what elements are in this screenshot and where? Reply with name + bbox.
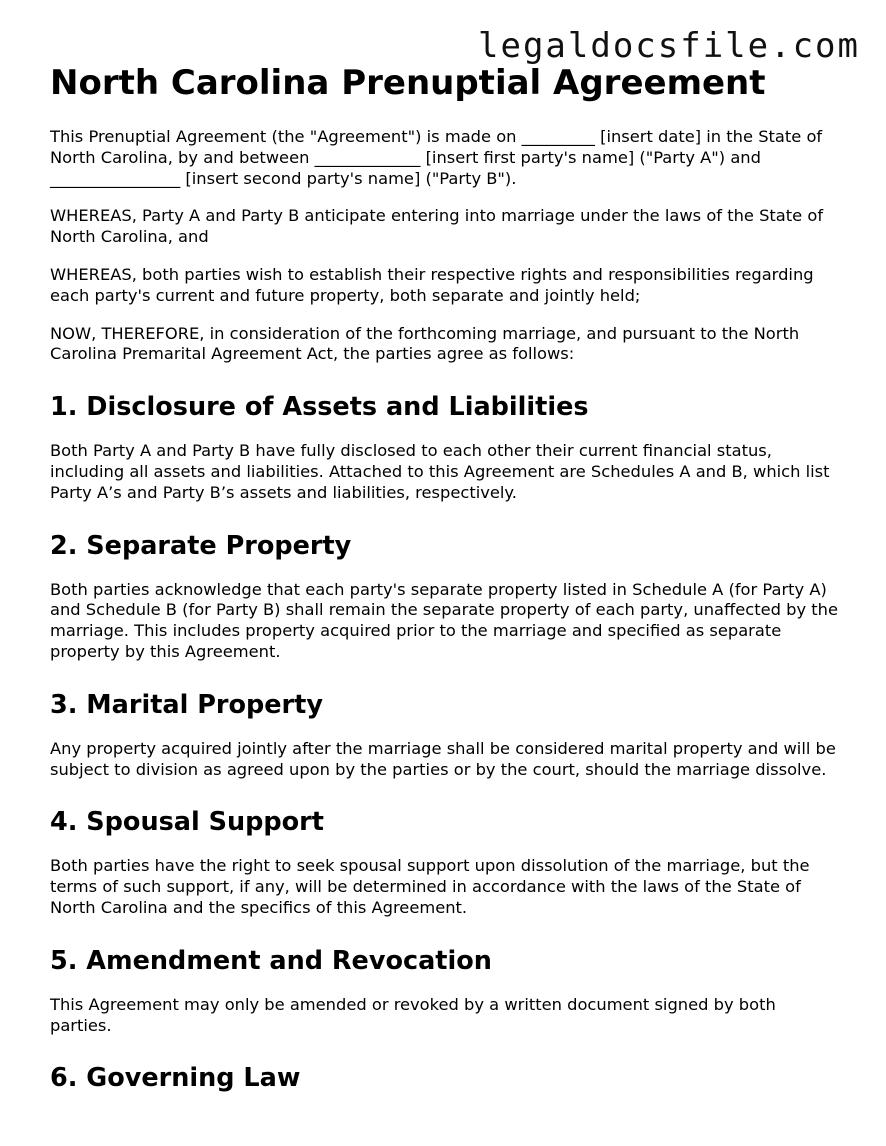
section-heading: 1. Disclosure of Assets and Liabilities [50, 392, 589, 423]
intro-paragraph-opening: This Prenuptial Agreement (the "Agreement") is made on _________ [insert date] in the State of North Carolina, by and between _____________ [insert first party's name] ("Party A") and ________________ [insert second party's name] ("Party B"). [50, 127, 823, 188]
section-heading: 4. Spousal Support [50, 807, 324, 838]
section-heading: 6. Governing Law [50, 1063, 301, 1094]
section-spousal-support [50, 806, 840, 918]
section-marital-property [50, 689, 840, 781]
section-heading: 2. Separate Property [50, 530, 352, 561]
section-body: Both Party A and Party B have fully disclosed to each other their current financial status, including all assets and liabilities. Attached to this Agreement are Schedules A and B, which list Party A’s and Party B’s assets and liabilities, respectively. [50, 441, 830, 502]
section-disclosure [50, 391, 840, 503]
section-body: This Agreement may only be amended or revoked by a written document signed by both parties. [50, 994, 776, 1035]
section-heading: 3. Marital Property [50, 689, 323, 720]
intro-paragraph-whereas-marriage: WHEREAS, Party A and Party B anticipate entering into marriage under the laws of the State of North Carolina, and [50, 206, 824, 247]
section-body: Both parties have the right to seek spousal support upon dissolution of the marriage, but the terms of such support, if any, will be determined in accordance with the laws of the State of North Carolina and the specifics of this Agreement. [50, 856, 810, 917]
section-body: Both parties acknowledge that each party's separate property listed in Schedule A (for Party A) and Schedule B (for Party B) shall remain the separate property of each party, unaffected by the marriage. This includes property acquired prior to the marriage and specified as separate property by this Agreement. [50, 579, 838, 661]
intro-paragraph-whereas-rights: WHEREAS, both parties wish to establish their respective rights and responsibilities regarding each party's current and future property, both separate and jointly held; [50, 264, 814, 305]
section-heading: 5. Amendment and Revocation [50, 945, 492, 976]
section-separate-property [50, 530, 840, 663]
section-governing-law [50, 1062, 840, 1094]
watermark-logo: legaldocsfile.com [478, 26, 860, 66]
document-title: North Carolina Prenuptial Agreement [50, 63, 766, 103]
intro-paragraph-now-therefore: NOW, THEREFORE, in consideration of the forthcoming marriage, and pursuant to the North Carolina Premarital Agreement Act, the parties agree as follows: [50, 323, 800, 364]
section-body: Any property acquired jointly after the marriage shall be considered marital property and will be subject to division as agreed upon by the parties or by the court, should the marriage dissolve. [50, 738, 836, 779]
document-page [50, 62, 840, 1112]
section-amendment [50, 945, 840, 1037]
